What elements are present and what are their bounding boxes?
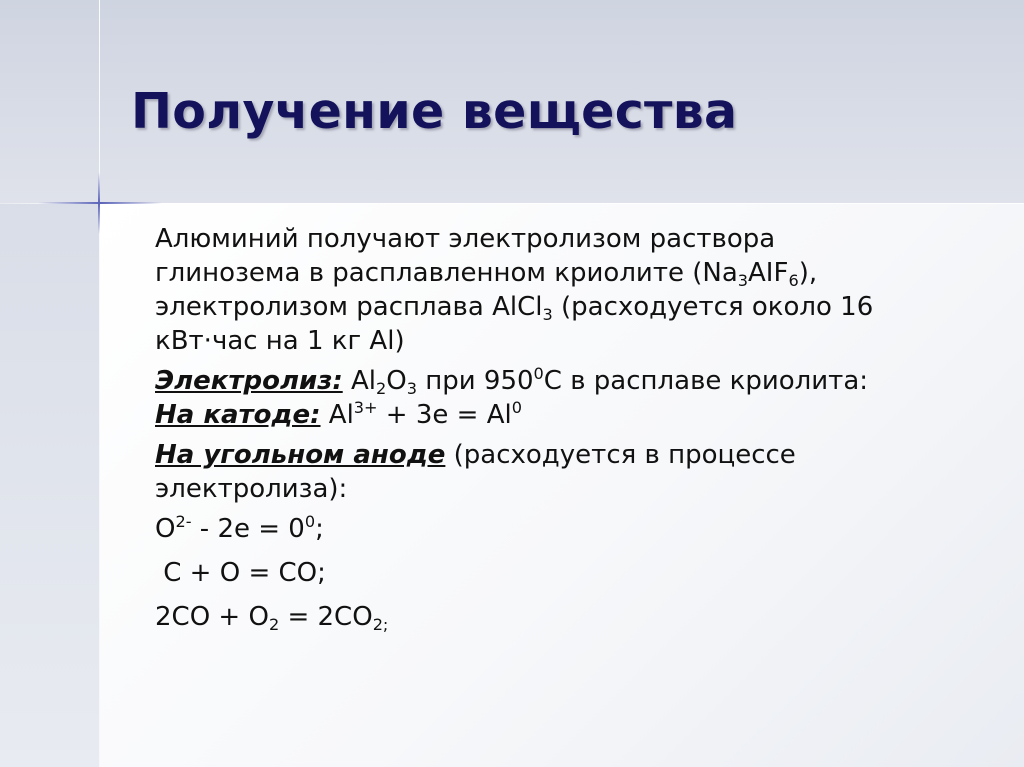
formula-text: С в расплаве криолита: — [543, 366, 869, 396]
intro-paragraph — [155, 222, 995, 358]
formula-text: Al — [320, 400, 354, 430]
intro-line-2-text: ), — [798, 258, 818, 288]
slide-title: Получение вещества — [131, 83, 738, 140]
anode-paragraph — [155, 438, 995, 506]
formula-text: + 3e = Al — [377, 400, 512, 430]
anode-text: электролиза): — [155, 474, 348, 504]
subscript: 2 — [376, 379, 387, 398]
formula-text: 2CO + O — [155, 602, 269, 632]
subscript: 3 — [406, 379, 417, 398]
intro-line-1: Алюминий получают электролизом раствора — [155, 224, 776, 254]
intro-line-3-text: электролизом расплава AlCl — [155, 292, 543, 322]
formula-text: O — [155, 514, 176, 544]
superscript: 3+ — [353, 398, 378, 417]
superscript: 0 — [533, 364, 544, 383]
formula-text: при 950 — [416, 366, 534, 396]
intro-line-2-text: глинозема в расплавленном криолите (Na — [155, 258, 738, 288]
subscript: 3 — [737, 271, 749, 290]
electrolysis-line — [155, 364, 995, 398]
cathode-heading: На катоде: — [155, 400, 321, 430]
formula-text: - 2e = 0 — [191, 514, 305, 544]
subscript: 3 — [542, 305, 553, 324]
superscript: 2- — [175, 512, 192, 531]
formula-text: O — [386, 366, 407, 396]
superscript: 0 — [304, 512, 316, 531]
superscript: 0 — [511, 398, 522, 417]
vertical-divider — [99, 0, 100, 767]
anode-text: (расходуется в процессе — [445, 440, 796, 470]
equation-2 — [155, 556, 995, 590]
slide-body — [155, 222, 995, 644]
cathode-line — [155, 398, 995, 432]
intro-line-2-text: AIF — [748, 258, 789, 288]
formula-text: ; — [315, 514, 324, 544]
formula-text: C + O = CO; — [155, 558, 326, 588]
electrolysis-heading: Электролиз: — [155, 366, 343, 396]
subscript: 2 — [268, 615, 280, 634]
sparkle-star-icon-vertical — [98, 172, 100, 234]
equation-1 — [155, 512, 995, 546]
anode-heading: На угольном аноде — [155, 440, 446, 470]
intro-line-3-text: (расходуется около 16 — [552, 292, 874, 322]
subscript: 2; — [372, 615, 389, 634]
formula-text: = 2CO — [279, 602, 373, 632]
sparkle-star-icon — [38, 202, 162, 204]
intro-line-4: кВт·час на 1 кг Al) — [155, 326, 405, 356]
formula-text: Al — [342, 366, 376, 396]
subscript: 6 — [788, 271, 799, 290]
equation-3 — [155, 600, 995, 634]
